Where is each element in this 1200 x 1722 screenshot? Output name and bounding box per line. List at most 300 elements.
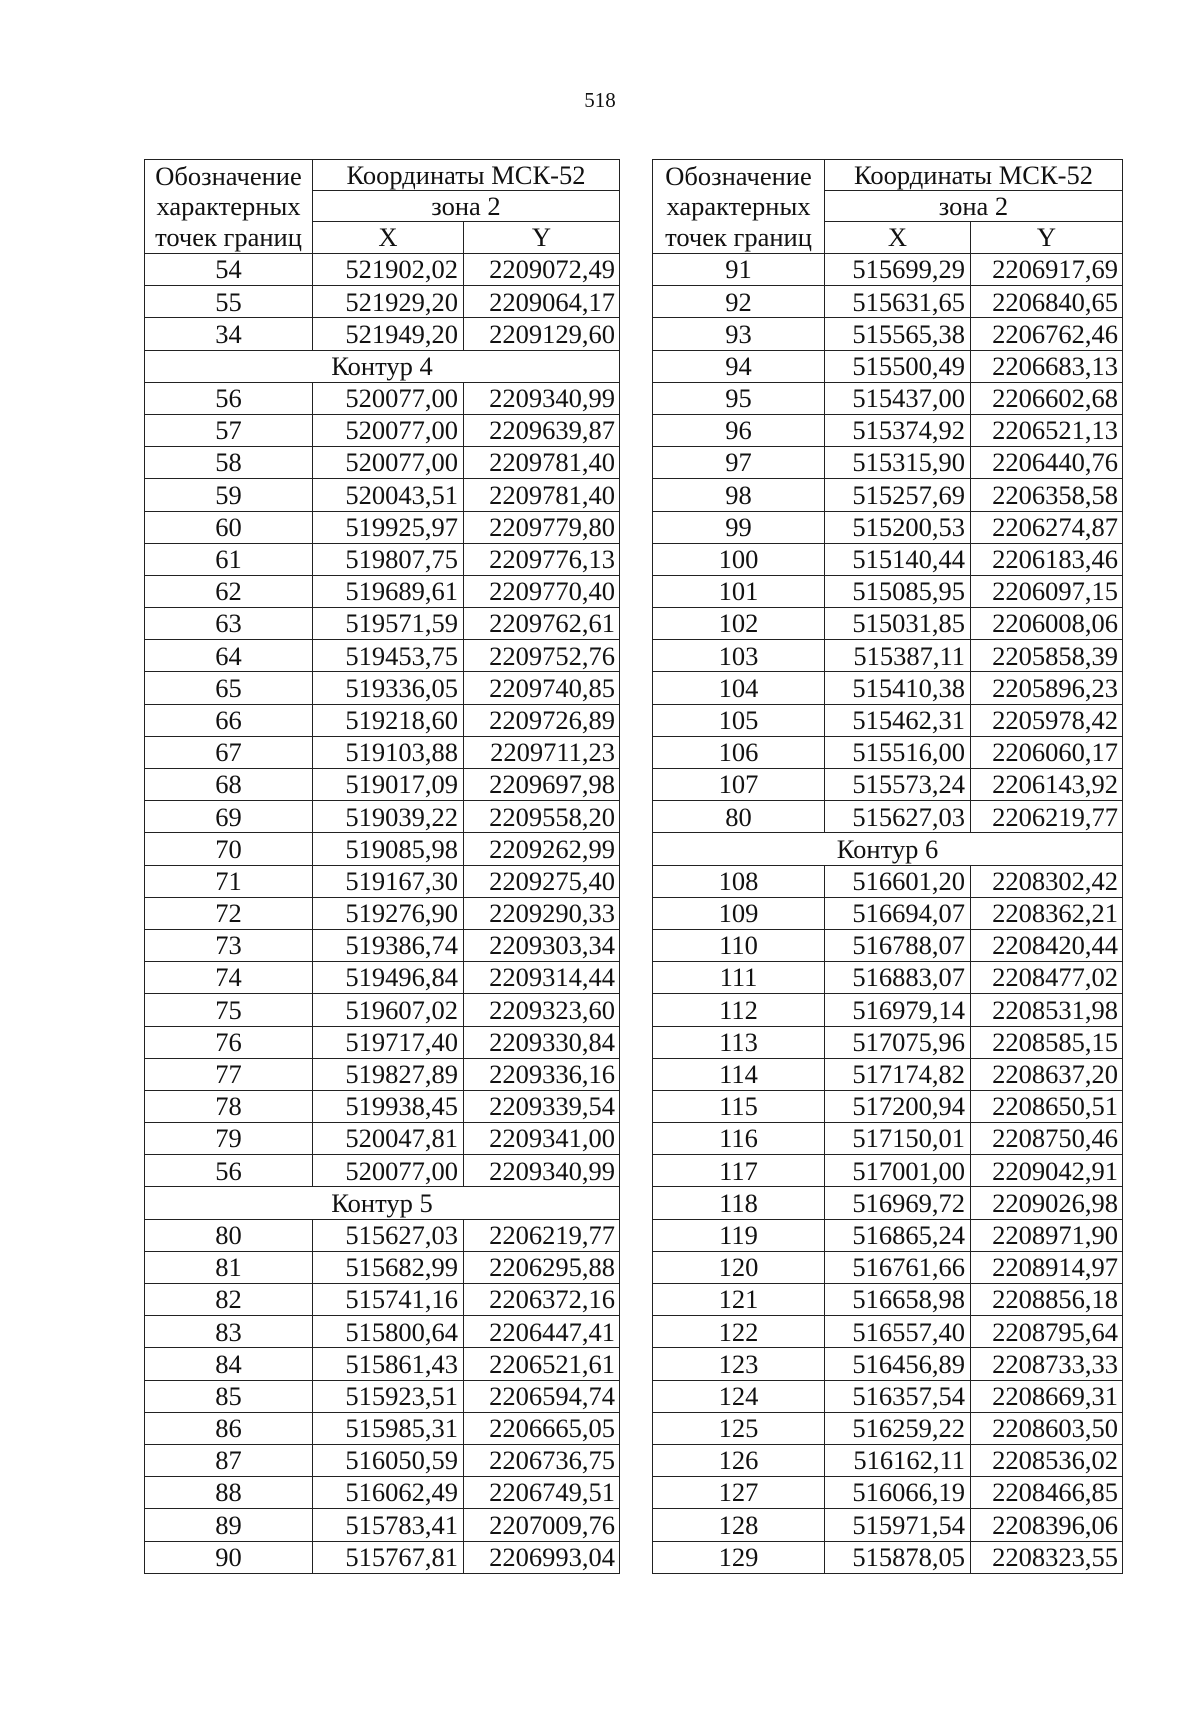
section-row [145, 350, 620, 382]
y-cell: 2207009,76 [464, 1509, 620, 1541]
y-cell: 2206008,06 [971, 608, 1123, 640]
y-cell: 2206143,92 [971, 769, 1123, 801]
y-cell: 2205896,23 [971, 672, 1123, 704]
y-cell: 2206447,41 [464, 1316, 620, 1348]
x-cell: 516050,59 [313, 1444, 464, 1476]
x-cell: 516259,22 [825, 1412, 971, 1444]
coordinates-table-right [652, 159, 1123, 1574]
header-point-line: Обозначение [665, 160, 812, 191]
table-row [145, 382, 620, 414]
table-row [653, 447, 1123, 479]
section-title: Контур 4 [145, 350, 620, 382]
point-cell: 77 [145, 1058, 313, 1090]
x-cell: 516658,98 [825, 1284, 971, 1316]
x-cell: 517001,00 [825, 1155, 971, 1187]
x-cell: 516601,20 [825, 865, 971, 897]
point-cell: 68 [145, 769, 313, 801]
y-cell: 2206594,74 [464, 1380, 620, 1412]
table-row [145, 994, 620, 1026]
table-row [145, 929, 620, 961]
x-cell: 515565,38 [825, 318, 971, 350]
coordinates-table-left [144, 159, 620, 1574]
x-cell: 517174,82 [825, 1058, 971, 1090]
point-cell: 93 [653, 318, 825, 350]
point-cell: 96 [653, 414, 825, 446]
y-cell: 2209697,98 [464, 769, 620, 801]
x-cell: 519938,45 [313, 1090, 464, 1122]
y-cell: 2209064,17 [464, 286, 620, 318]
point-cell: 76 [145, 1026, 313, 1058]
y-cell: 2206521,13 [971, 414, 1123, 446]
point-cell: 61 [145, 543, 313, 575]
point-cell: 55 [145, 286, 313, 318]
point-cell: 82 [145, 1284, 313, 1316]
header-coordinates-title: Координаты МСК-52 [825, 160, 1123, 191]
y-cell: 2208733,33 [971, 1348, 1123, 1380]
x-cell: 515085,95 [825, 575, 971, 607]
table-row [145, 640, 620, 672]
y-cell: 2206060,17 [971, 736, 1123, 768]
point-cell: 108 [653, 865, 825, 897]
x-cell: 515699,29 [825, 254, 971, 286]
y-cell: 2209726,89 [464, 704, 620, 736]
x-cell: 519167,30 [313, 865, 464, 897]
x-cell: 519336,05 [313, 672, 464, 704]
point-cell: 87 [145, 1444, 313, 1476]
table-row [145, 897, 620, 929]
x-cell: 515878,05 [825, 1541, 971, 1573]
point-cell: 78 [145, 1090, 313, 1122]
x-cell: 520077,00 [313, 382, 464, 414]
point-cell: 100 [653, 543, 825, 575]
table-row [653, 286, 1123, 318]
table-row [145, 447, 620, 479]
x-cell: 520077,00 [313, 414, 464, 446]
point-cell: 104 [653, 672, 825, 704]
x-cell: 519689,61 [313, 575, 464, 607]
table-row [653, 511, 1123, 543]
x-cell: 519717,40 [313, 1026, 464, 1058]
table-row [145, 1444, 620, 1476]
y-cell: 2209781,40 [464, 479, 620, 511]
point-cell: 105 [653, 704, 825, 736]
y-cell: 2209711,23 [464, 736, 620, 768]
y-cell: 2208420,44 [971, 929, 1123, 961]
y-cell: 2208669,31 [971, 1380, 1123, 1412]
x-cell: 519827,89 [313, 1058, 464, 1090]
table-body-left [145, 254, 620, 1574]
table-row [653, 1026, 1123, 1058]
section-title: Контур 6 [653, 833, 1123, 865]
point-cell: 98 [653, 479, 825, 511]
page-number: 518 [584, 88, 616, 112]
y-cell: 2209740,85 [464, 672, 620, 704]
x-cell: 521902,02 [313, 254, 464, 286]
x-cell: 519607,02 [313, 994, 464, 1026]
x-cell: 519496,84 [313, 962, 464, 994]
y-cell: 2206440,76 [971, 447, 1123, 479]
point-cell: 129 [653, 1541, 825, 1573]
table-row [653, 1348, 1123, 1380]
point-cell: 71 [145, 865, 313, 897]
table-row [653, 1509, 1123, 1541]
y-cell: 2208603,50 [971, 1412, 1123, 1444]
table-row [145, 414, 620, 446]
point-cell: 123 [653, 1348, 825, 1380]
table-row [653, 318, 1123, 350]
table-row [653, 414, 1123, 446]
y-cell: 2208971,90 [971, 1219, 1123, 1251]
y-cell: 2208650,51 [971, 1090, 1123, 1122]
header-y: Y [464, 222, 620, 254]
table-row [145, 1123, 620, 1155]
x-cell: 515631,65 [825, 286, 971, 318]
y-cell: 2209290,33 [464, 897, 620, 929]
table-row [145, 1058, 620, 1090]
table-row [145, 833, 620, 865]
x-cell: 516761,66 [825, 1251, 971, 1283]
point-cell: 69 [145, 801, 313, 833]
x-cell: 515140,44 [825, 543, 971, 575]
table-row [145, 1284, 620, 1316]
y-cell: 2206917,69 [971, 254, 1123, 286]
x-cell: 515437,00 [825, 382, 971, 414]
y-cell: 2209330,84 [464, 1026, 620, 1058]
point-cell: 80 [145, 1219, 313, 1251]
x-cell: 515923,51 [313, 1380, 464, 1412]
y-cell: 2208531,98 [971, 994, 1123, 1026]
y-cell: 2209262,99 [464, 833, 620, 865]
y-cell: 2208637,20 [971, 1058, 1123, 1090]
y-cell: 2206736,75 [464, 1444, 620, 1476]
x-cell: 519085,98 [313, 833, 464, 865]
x-cell: 515462,31 [825, 704, 971, 736]
header-x: X [313, 222, 464, 254]
x-cell: 519103,88 [313, 736, 464, 768]
y-cell: 2206749,51 [464, 1477, 620, 1509]
x-cell: 515387,11 [825, 640, 971, 672]
x-cell: 515627,03 [825, 801, 971, 833]
point-cell: 72 [145, 897, 313, 929]
table-row [145, 286, 620, 318]
y-cell: 2209323,60 [464, 994, 620, 1026]
x-cell: 519218,60 [313, 704, 464, 736]
table-row [145, 1090, 620, 1122]
y-cell: 2206683,13 [971, 350, 1123, 382]
table-row [145, 1316, 620, 1348]
x-cell: 516788,07 [825, 929, 971, 961]
y-cell: 2209303,34 [464, 929, 620, 961]
x-cell: 515741,16 [313, 1284, 464, 1316]
x-cell: 515971,54 [825, 1509, 971, 1541]
point-cell: 122 [653, 1316, 825, 1348]
table-row [653, 1412, 1123, 1444]
x-cell: 516883,07 [825, 962, 971, 994]
y-cell: 2206521,61 [464, 1348, 620, 1380]
y-cell: 2205858,39 [971, 640, 1123, 672]
table-row [145, 1380, 620, 1412]
x-cell: 515315,90 [825, 447, 971, 479]
table-row [653, 1219, 1123, 1251]
x-cell: 516557,40 [825, 1316, 971, 1348]
table-row [653, 704, 1123, 736]
point-cell: 101 [653, 575, 825, 607]
y-cell: 2208856,18 [971, 1284, 1123, 1316]
table-row [145, 254, 620, 286]
point-cell: 60 [145, 511, 313, 543]
table-row [653, 254, 1123, 286]
x-cell: 519386,74 [313, 929, 464, 961]
point-cell: 74 [145, 962, 313, 994]
header-point-line: Обозначение [155, 160, 302, 191]
x-cell: 520077,00 [313, 1155, 464, 1187]
y-cell: 2208750,46 [971, 1123, 1123, 1155]
table-row [653, 543, 1123, 575]
table-row [653, 865, 1123, 897]
header-x: X [825, 222, 971, 254]
point-cell: 79 [145, 1123, 313, 1155]
table-row [145, 672, 620, 704]
y-cell: 2209776,13 [464, 543, 620, 575]
point-cell: 64 [145, 640, 313, 672]
header-y: Y [971, 222, 1123, 254]
point-cell: 92 [653, 286, 825, 318]
table-row [653, 1541, 1123, 1573]
y-cell: 2208914,97 [971, 1251, 1123, 1283]
x-cell: 515767,81 [313, 1541, 464, 1573]
header-point-line: характерных [156, 191, 301, 222]
point-cell: 85 [145, 1380, 313, 1412]
header-row [145, 160, 620, 191]
point-cell: 112 [653, 994, 825, 1026]
point-cell: 63 [145, 608, 313, 640]
table-row [145, 769, 620, 801]
y-cell: 2209042,91 [971, 1155, 1123, 1187]
point-cell: 91 [653, 254, 825, 286]
y-cell: 2209275,40 [464, 865, 620, 897]
x-cell: 519017,09 [313, 769, 464, 801]
table-row [145, 511, 620, 543]
table-row [145, 865, 620, 897]
point-cell: 90 [145, 1541, 313, 1573]
x-cell: 515861,43 [313, 1348, 464, 1380]
table-row [653, 382, 1123, 414]
header-point-designation [145, 160, 313, 254]
point-cell: 120 [653, 1251, 825, 1283]
x-cell: 515374,92 [825, 414, 971, 446]
table-row [653, 608, 1123, 640]
x-cell: 516162,11 [825, 1444, 971, 1476]
y-cell: 2209781,40 [464, 447, 620, 479]
table-row [145, 575, 620, 607]
x-cell: 519276,90 [313, 897, 464, 929]
x-cell: 516357,54 [825, 1380, 971, 1412]
x-cell: 515627,03 [313, 1219, 464, 1251]
y-cell: 2206219,77 [464, 1219, 620, 1251]
x-cell: 519807,75 [313, 543, 464, 575]
y-cell: 2208396,06 [971, 1509, 1123, 1541]
x-cell: 519453,75 [313, 640, 464, 672]
table-row [145, 608, 620, 640]
point-cell: 99 [653, 511, 825, 543]
table-row [653, 1284, 1123, 1316]
table-row [145, 1219, 620, 1251]
y-cell: 2209339,54 [464, 1090, 620, 1122]
y-cell: 2206219,77 [971, 801, 1123, 833]
table-row [653, 994, 1123, 1026]
point-cell: 73 [145, 929, 313, 961]
point-cell: 109 [653, 897, 825, 929]
x-cell: 517075,96 [825, 1026, 971, 1058]
table-row [653, 769, 1123, 801]
x-cell: 516066,19 [825, 1477, 971, 1509]
table-row [653, 1090, 1123, 1122]
point-cell: 86 [145, 1412, 313, 1444]
point-cell: 121 [653, 1284, 825, 1316]
section-row [653, 833, 1123, 865]
y-cell: 2209314,44 [464, 962, 620, 994]
table-row [653, 1155, 1123, 1187]
x-cell: 516969,72 [825, 1187, 971, 1219]
header-point-line: характерных [666, 191, 811, 222]
point-cell: 118 [653, 1187, 825, 1219]
y-cell: 2206274,87 [971, 511, 1123, 543]
x-cell: 521949,20 [313, 318, 464, 350]
table-row [145, 318, 620, 350]
y-cell: 2209770,40 [464, 575, 620, 607]
point-cell: 58 [145, 447, 313, 479]
point-cell: 107 [653, 769, 825, 801]
x-cell: 515257,69 [825, 479, 971, 511]
table-row [145, 704, 620, 736]
point-cell: 95 [653, 382, 825, 414]
table-row [653, 1477, 1123, 1509]
y-cell: 2206295,88 [464, 1251, 620, 1283]
y-cell: 2206602,68 [971, 382, 1123, 414]
table-row [653, 1380, 1123, 1412]
x-cell: 516694,07 [825, 897, 971, 929]
point-cell: 62 [145, 575, 313, 607]
table-row [653, 1058, 1123, 1090]
x-cell: 516062,49 [313, 1477, 464, 1509]
point-cell: 119 [653, 1219, 825, 1251]
section-row [145, 1187, 620, 1219]
point-cell: 110 [653, 929, 825, 961]
x-cell: 515573,24 [825, 769, 971, 801]
y-cell: 2209129,60 [464, 318, 620, 350]
point-cell: 66 [145, 704, 313, 736]
point-cell: 89 [145, 1509, 313, 1541]
y-cell: 2208323,55 [971, 1541, 1123, 1573]
table-row [653, 575, 1123, 607]
point-cell: 126 [653, 1444, 825, 1476]
x-cell: 519571,59 [313, 608, 464, 640]
x-cell: 515200,53 [825, 511, 971, 543]
point-cell: 117 [653, 1155, 825, 1187]
x-cell: 521929,20 [313, 286, 464, 318]
point-cell: 59 [145, 479, 313, 511]
x-cell: 515800,64 [313, 1316, 464, 1348]
header-row [653, 160, 1123, 191]
header-point-line: точек границ [665, 221, 812, 252]
table-row [653, 897, 1123, 929]
table-row [145, 479, 620, 511]
table-row [653, 1251, 1123, 1283]
table-row [145, 1155, 620, 1187]
y-cell: 2209336,16 [464, 1058, 620, 1090]
table-row [653, 1316, 1123, 1348]
point-cell: 81 [145, 1251, 313, 1283]
x-cell: 515410,38 [825, 672, 971, 704]
y-cell: 2209072,49 [464, 254, 620, 286]
table-row [145, 801, 620, 833]
point-cell: 115 [653, 1090, 825, 1122]
y-cell: 2209558,20 [464, 801, 620, 833]
y-cell: 2208585,15 [971, 1026, 1123, 1058]
y-cell: 2208466,85 [971, 1477, 1123, 1509]
x-cell: 520077,00 [313, 447, 464, 479]
y-cell: 2208362,21 [971, 897, 1123, 929]
table-row [145, 1477, 620, 1509]
table-row [145, 543, 620, 575]
table-row [145, 1026, 620, 1058]
x-cell: 516865,24 [825, 1219, 971, 1251]
y-cell: 2209779,80 [464, 511, 620, 543]
x-cell: 515985,31 [313, 1412, 464, 1444]
point-cell: 65 [145, 672, 313, 704]
table-row [653, 479, 1123, 511]
point-cell: 94 [653, 350, 825, 382]
x-cell: 516456,89 [825, 1348, 971, 1380]
header-point-line: точек границ [155, 221, 302, 252]
table-body-right [653, 254, 1123, 1574]
y-cell: 2208795,64 [971, 1316, 1123, 1348]
point-cell: 116 [653, 1123, 825, 1155]
point-cell: 75 [145, 994, 313, 1026]
x-cell: 520047,81 [313, 1123, 464, 1155]
x-cell: 515516,00 [825, 736, 971, 768]
y-cell: 2208302,42 [971, 865, 1123, 897]
point-cell: 124 [653, 1380, 825, 1412]
y-cell: 2209026,98 [971, 1187, 1123, 1219]
table-row [653, 962, 1123, 994]
table-row [145, 1541, 620, 1573]
table-row [653, 1187, 1123, 1219]
y-cell: 2206665,05 [464, 1412, 620, 1444]
table-row [145, 1509, 620, 1541]
point-cell: 67 [145, 736, 313, 768]
y-cell: 2206762,46 [971, 318, 1123, 350]
point-cell: 97 [653, 447, 825, 479]
table-row [653, 672, 1123, 704]
header-point-designation [653, 160, 825, 254]
point-cell: 80 [653, 801, 825, 833]
table-row [653, 801, 1123, 833]
point-cell: 57 [145, 414, 313, 446]
table-row [653, 929, 1123, 961]
point-cell: 102 [653, 608, 825, 640]
point-cell: 83 [145, 1316, 313, 1348]
point-cell: 128 [653, 1509, 825, 1541]
table-row [145, 1348, 620, 1380]
point-cell: 84 [145, 1348, 313, 1380]
x-cell: 517150,01 [825, 1123, 971, 1155]
y-cell: 2209340,99 [464, 382, 620, 414]
x-cell: 515682,99 [313, 1251, 464, 1283]
y-cell: 2208477,02 [971, 962, 1123, 994]
table-row [653, 350, 1123, 382]
point-cell: 127 [653, 1477, 825, 1509]
